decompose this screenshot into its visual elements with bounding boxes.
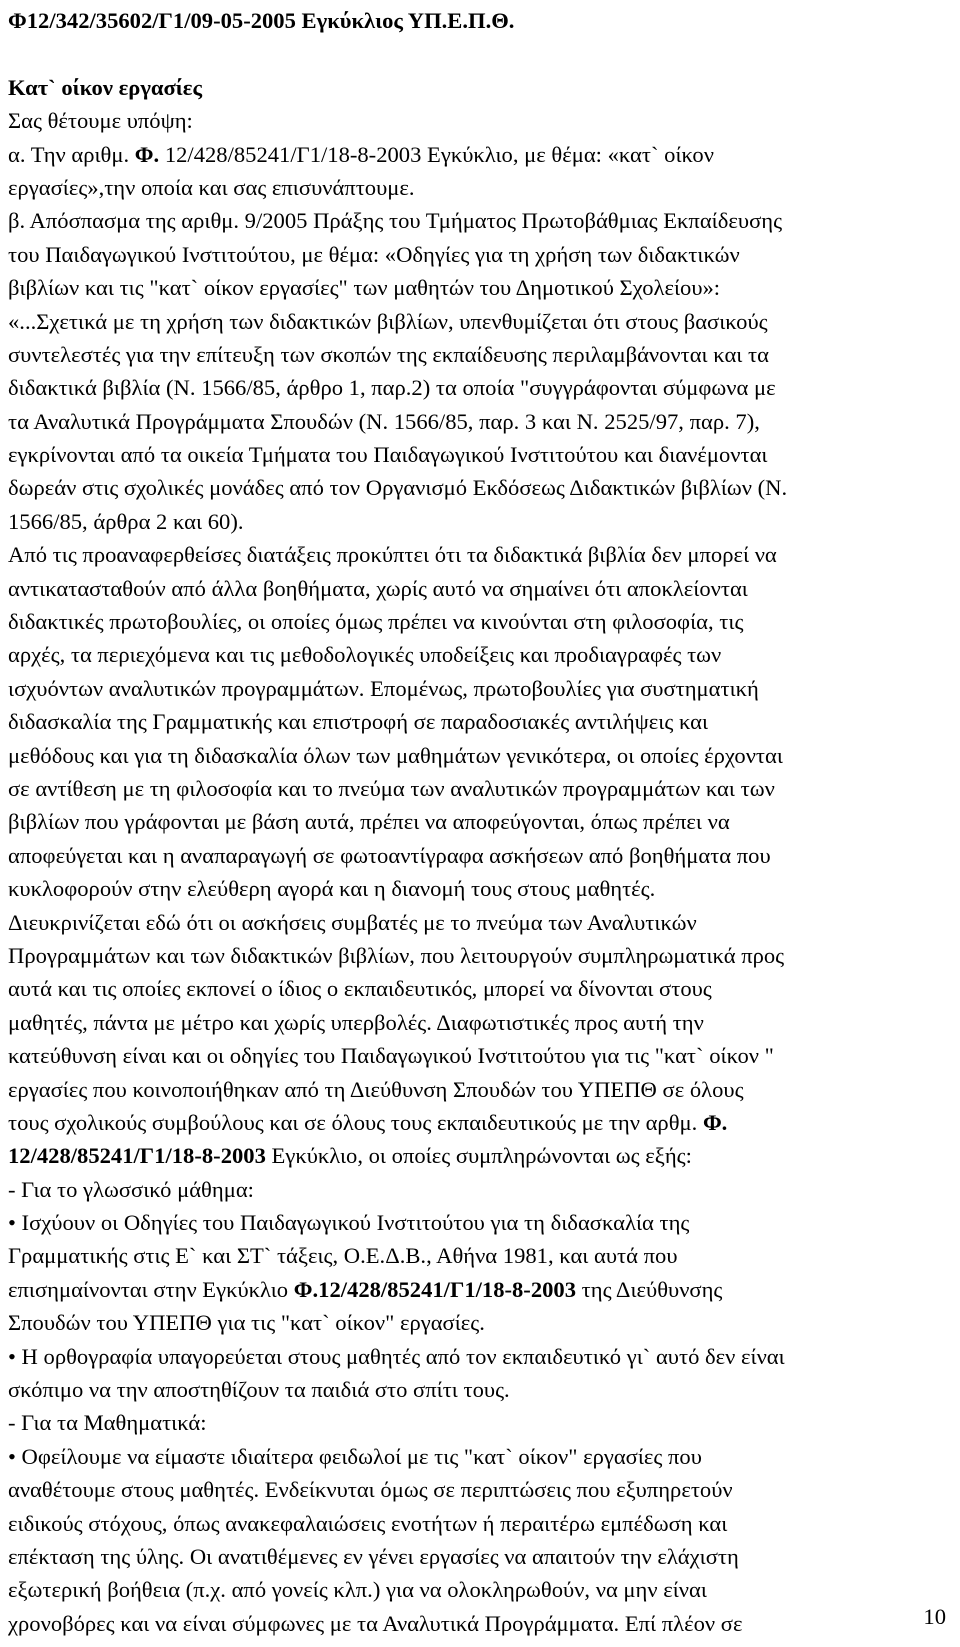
document-body <box>8 4 928 1640</box>
text-line <box>8 839 928 872</box>
page-number: 10 <box>923 1604 946 1629</box>
text-line <box>8 1073 928 1106</box>
text-line <box>8 638 928 671</box>
text-segment: Γραμματικής στις Ε` και ΣΤ` τάξεις, Ο.Ε.Δ.Β., Αθήνα 1981, και αυτά που <box>8 1243 678 1269</box>
text-segment: 1566/85, άρθρα 2 και 60). <box>8 508 244 534</box>
text-segment: • Οφείλουμε να είμαστε ιδιαίτερα φειδωλοί με τις "κατ` οίκον" εργασίες που <box>8 1443 702 1469</box>
text-segment: Από τις προαναφερθείσες διατάξεις προκύπτει ότι τα διδακτικά βιβλία δεν μπορεί να <box>8 542 777 568</box>
text-line <box>8 1507 928 1540</box>
bold-reference: Φ. <box>702 1109 728 1135</box>
text-line <box>8 271 928 304</box>
text-line <box>8 1540 928 1573</box>
text-line <box>8 204 928 237</box>
bold-reference: 12/428/85241/Γ1/18-8-2003 <box>8 1143 266 1169</box>
text-segment: αποφεύγεται και η αναπαραγωγή σε φωτοαντίγραφα ασκήσεων από βοηθήματα που <box>8 842 771 868</box>
text-line <box>8 104 928 137</box>
text-segment: ειδικούς στόχους, όπως ανακεφαλαιώσεις ενοτήτων ή περαιτέρω εμπέδωση και <box>8 1510 728 1536</box>
text-segment: του Παιδαγωγικού Ινστιτούτου, με θέμα: «Οδηγίες για τη χρήση των διδακτικών <box>8 241 740 267</box>
text-line <box>8 1406 928 1439</box>
text-segment: αρχές, τα περιεχόμενα και τις μεθοδολογικές υποδείξεις και προδιαγραφές των <box>8 642 722 668</box>
text-line <box>8 672 928 705</box>
text-segment: Σπουδών του ΥΠΕΠΘ για τις "κατ` οίκον" εργασίες. <box>8 1310 485 1336</box>
text-line <box>8 171 928 204</box>
text-segment: αυτά και τις οποίες εκπονεί ο ίδιος ο εκπαιδευτικός, μπορεί να δίνονται στους <box>8 976 712 1002</box>
text-segment: διδασκαλία της Γραμματικής και επιστροφή σε παραδοσιακές αντιλήψεις και <box>8 709 709 735</box>
text-line <box>8 1173 928 1206</box>
text-line <box>8 138 928 171</box>
text-line <box>8 238 928 271</box>
text-segment: αναθέτουμε στους μαθητές. Ενδείκνυται όμως σε περιπτώσεις που εξυπηρετούν <box>8 1477 733 1503</box>
text-line <box>8 739 928 772</box>
text-segment: κατεύθυνση είναι και οι οδηγίες του Παιδαγωγικού Ινστιτούτου για τις "κατ` οίκον " <box>8 1043 774 1069</box>
text-line <box>8 1306 928 1339</box>
text-line <box>8 405 928 438</box>
text-segment: - Για τα Μαθηματικά: <box>8 1410 207 1436</box>
text-segment: κυκλοφορούν στην ελεύθερη αγορά και η διανομή τους στους μαθητές. <box>8 876 656 902</box>
text-line <box>8 1440 928 1473</box>
text-line <box>8 1273 928 1306</box>
text-line <box>8 772 928 805</box>
text-line <box>8 605 928 638</box>
text-segment: Διευκρινίζεται εδώ ότι οι ασκήσεις συμβατές με το πνεύμα των Αναλυτικών <box>8 909 697 935</box>
text-line <box>8 1039 928 1072</box>
text-segment: βιβλίων που γράφονται με βάση αυτά, πρέπει να αποφεύγονται, όπως πρέπει να <box>8 809 730 835</box>
text-segment: εργασίες»,την οποία και σας επισυνάπτουμε. <box>8 174 415 200</box>
text-segment: τα Αναλυτικά Προγράμματα Σπουδών (Ν. 1566/85, παρ. 3 και Ν. 2525/97, παρ. 7), <box>8 408 760 434</box>
text-line <box>8 1139 928 1172</box>
text-segment: τους σχολικούς συμβούλους και σε όλους τους εκπαιδευτικούς με την αρθμ. <box>8 1109 703 1135</box>
text-segment: 12/428/85241/Γ1/18-8-2003 Εγκύκλιο, με θέμα: «κατ` οίκον <box>159 141 714 167</box>
text-line <box>8 338 928 371</box>
text-segment: επισημαίνονται στην Εγκύκλιο <box>8 1276 294 1302</box>
text-line <box>8 705 928 738</box>
text-line <box>8 1373 928 1406</box>
text-segment: εγκρίνονται από τα οικεία Τμήματα του Παιδαγωγικού Ινστιτούτου και διανέμονται <box>8 442 768 468</box>
text-line <box>8 1106 928 1139</box>
text-line <box>8 939 928 972</box>
text-segment: Εγκύκλιο, οι οποίες συμπληρώνονται ως εξής: <box>265 1143 692 1169</box>
blank-line <box>8 37 928 70</box>
text-line <box>8 572 928 605</box>
text-segment: διδακτικές πρωτοβουλίες, οι οποίες όμως πρέπει να κινούνται στη φιλοσοφία, τις <box>8 609 744 635</box>
text-segment: εργασίες που κοινοποιήθηκαν από τη Διεύθυνση Σπουδών του ΥΠΕΠΘ σε όλους <box>8 1076 744 1102</box>
text-line <box>8 1206 928 1239</box>
text-segment: χρονοβόρες και να είναι σύμφωνες με τα Αναλυτικά Προγράμματα. Επί πλέον σε <box>8 1610 743 1636</box>
text-line <box>8 305 928 338</box>
text-line <box>8 1006 928 1039</box>
text-line <box>8 505 928 538</box>
body-text <box>8 104 928 1640</box>
text-segment: εξωτερική βοήθεια (π.χ. από γονείς κλπ.) για να ολοκληρωθούν, να μην είναι <box>8 1577 707 1603</box>
text-segment: Προγραμμάτων και των διδακτικών βιβλίων, που λειτουργούν συμπληρωματικά προς <box>8 942 785 968</box>
text-segment: • Ισχύουν οι Οδηγίες του Παιδαγωγικού Ινστιτούτου για τη διδασκαλία της <box>8 1210 690 1236</box>
bold-reference: Φ. <box>134 141 160 167</box>
text-segment: Σας θέτουμε υπόψη: <box>8 108 193 134</box>
text-segment: σκόπιμο να την αποστηθίζουν τα παιδιά στο σπίτι τους. <box>8 1377 510 1403</box>
text-line <box>8 1607 928 1640</box>
text-line <box>8 872 928 905</box>
text-line <box>8 538 928 571</box>
document-header: Φ12/342/35602/Γ1/09-05-2005 Εγκύκλιος ΥΠ.Ε.Π.Θ. <box>8 8 515 33</box>
text-line <box>8 1239 928 1272</box>
text-line <box>8 1340 928 1373</box>
text-segment: μαθητές, πάντα με μέτρο και χωρίς υπερβολές. Διαφωτιστικές προς αυτή την <box>8 1009 704 1035</box>
text-segment: σε αντίθεση με τη φιλοσοφία και το πνεύμα των αναλυτικών προγραμμάτων και των <box>8 775 775 801</box>
text-segment: αντικατασταθούν από άλλα βοηθήματα, χωρίς αυτό να σημαίνει ότι αποκλείονται <box>8 575 748 601</box>
text-segment: μεθόδους και για τη διδασκαλία όλων των μαθημάτων γενικότερα, οι οποίες έρχονται <box>8 742 783 768</box>
text-segment: βιβλίων και τις "κατ` οίκον εργασίες" των μαθητών του Δημοτικού Σχολείου»: <box>8 275 721 301</box>
text-line <box>8 805 928 838</box>
text-line <box>8 1473 928 1506</box>
text-segment: • Η ορθογραφία υπαγορεύεται στους μαθητές από τον εκπαιδευτικό γι` αυτό δεν είναι <box>8 1343 785 1369</box>
text-segment: «...Σχετικά με τη χρήση των διδακτικών βιβλίων, υπενθυμίζεται ότι στους βασικούς <box>8 308 768 334</box>
text-segment: α. Την αριθμ. <box>8 141 135 167</box>
bold-reference: Φ.12/428/85241/Γ1/18-8-2003 <box>293 1276 577 1302</box>
text-line <box>8 906 928 939</box>
text-segment: της Διεύθυνσης <box>576 1276 723 1302</box>
text-segment: επέκταση της ύλης. Οι ανατιθέμενες εν γένει εργασίες να απαιτούν την ελάχιστη <box>8 1543 739 1569</box>
text-segment: β. Απόσπασμα της αριθμ. 9/2005 Πράξης του Τμήματος Πρωτοβάθμιας Εκπαίδευσης <box>8 208 783 234</box>
text-line <box>8 972 928 1005</box>
text-segment: διδακτικά βιβλία (Ν. 1566/85, άρθρο 1, παρ.2) τα οποία "συγγράφονται σύμφωνα με <box>8 375 776 401</box>
text-segment: - Για το γλωσσικό μάθημα: <box>8 1176 254 1202</box>
text-line <box>8 471 928 504</box>
text-segment: ισχυόντων αναλυτικών προγραμμάτων. Επομένως, πρωτοβουλίες για συστηματική <box>8 675 759 701</box>
text-line <box>8 371 928 404</box>
text-line <box>8 438 928 471</box>
text-segment: συντελεστές για την επίτευξη των σκοπών της εκπαίδευσης περιλαμβάνονται και τα <box>8 341 769 367</box>
text-line <box>8 1573 928 1606</box>
text-segment: δωρεάν στις σχολικές μονάδες από τον Οργανισμό Εκδόσεως Διδακτικών βιβλίων (Ν. <box>8 475 788 501</box>
document-title: Κατ` οίκον εργασίες <box>8 74 202 100</box>
